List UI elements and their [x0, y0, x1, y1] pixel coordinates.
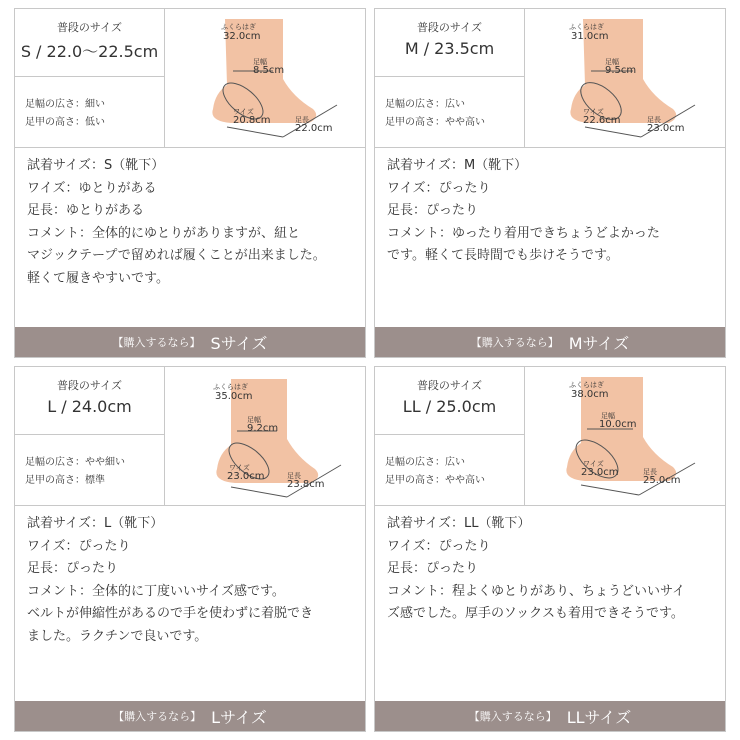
calf-value: 32.0cm [223, 31, 261, 42]
length-label: 足長 [287, 472, 301, 480]
length-line-bottom [581, 485, 639, 495]
comment-line: 足長：ぴったり [27, 561, 119, 576]
comment-line: 足長：ゆとりがある [27, 203, 145, 218]
usual-size-label: 普段のサイズ [416, 21, 483, 34]
comment-line: 試着サイズ：M（靴下） [387, 158, 528, 173]
size-card-m [374, 8, 726, 358]
calf-label: ふくらはぎ [221, 23, 256, 31]
usual-size-box [15, 9, 164, 77]
buy-size-label: Sサイズ [210, 333, 268, 353]
comment-line: ワイズ：ぴったり [387, 180, 491, 196]
usual-size-label: 普段のサイズ [56, 21, 123, 34]
comment-line: コメント：全体的に丁度いいサイズ感です。 [27, 583, 285, 599]
comment-line: コメント：程よくゆとりがあり、ちょうどいいサイ [387, 583, 686, 599]
wise-label: ワイズ [229, 464, 250, 472]
foot-width-attr: 足幅の広さ：細い [25, 99, 105, 110]
usual-size-value: M / 23.5cm [404, 39, 495, 58]
usual-size-value: S / 22.0〜22.5cm [20, 42, 159, 61]
buy-size-button[interactable] [15, 701, 365, 731]
comment-line: 試着サイズ：S（靴下） [27, 158, 165, 173]
calf-value: 38.0cm [571, 389, 609, 400]
instep-value: 8.5cm [253, 65, 285, 76]
size-info-panel [15, 9, 165, 148]
buy-size-label: Lサイズ [211, 707, 267, 727]
instep-height-attr: 足甲の高さ：やや高い [385, 475, 485, 486]
size-card-s [14, 8, 366, 358]
buy-prefix: 【購入するなら】 [470, 336, 559, 349]
size-info-panel [375, 9, 525, 148]
length-label: 足長 [647, 116, 661, 124]
length-value: 25.0cm [643, 475, 681, 486]
instep-value: 9.5cm [605, 65, 637, 76]
size-info-panel [15, 367, 165, 506]
usual-size-label: 普段のサイズ [416, 379, 483, 392]
wise-label: ワイズ [233, 108, 254, 116]
usual-size-label: 普段のサイズ [56, 379, 123, 392]
card-header [375, 9, 725, 148]
size-card-l [14, 366, 366, 732]
length-value: 22.0cm [295, 123, 333, 134]
instep-height-attr: 足甲の高さ：低い [25, 117, 105, 128]
comment-block [27, 513, 357, 648]
comment-line: 足長：ぴったり [387, 203, 479, 218]
instep-label: 足幅 [247, 416, 261, 424]
comment-block [27, 155, 357, 290]
foot-illustration [165, 367, 365, 506]
instep-height-attr: 足甲の高さ：やや高い [385, 117, 485, 128]
length-line-bottom [585, 127, 641, 137]
calf-value: 31.0cm [571, 31, 609, 42]
size-info-panel [375, 367, 525, 506]
calf-value: 35.0cm [215, 391, 253, 402]
buy-size-button[interactable] [375, 327, 725, 357]
comment-line: 足長：ぴったり [387, 561, 479, 576]
foot-illustration [525, 9, 725, 148]
calf-label: ふくらはぎ [213, 383, 248, 391]
calf-label: ふくらはぎ [569, 381, 604, 389]
card-header [375, 367, 725, 506]
foot-width-attr: 足幅の広さ：広い [385, 99, 465, 110]
length-label: 足長 [295, 116, 309, 124]
instep-label: 足幅 [605, 58, 619, 66]
foot-diagram [165, 9, 365, 148]
buy-size-button[interactable] [15, 327, 365, 357]
buy-prefix: 【購入するなら】 [112, 336, 201, 349]
comment-line: コメント：ゆったり着用できちょうどよかった [387, 225, 660, 241]
comment-line: 試着サイズ：LL（靴下） [387, 516, 531, 531]
instep-value: 10.0cm [599, 419, 637, 430]
buy-prefix: 【購入するなら】 [468, 710, 557, 723]
comment-line: ワイズ：ゆとりがある [27, 180, 157, 196]
usual-size-box [375, 9, 524, 77]
card-header [15, 367, 365, 506]
comment-line: ワイズ：ぴったり [27, 538, 131, 554]
buy-size-label: Mサイズ [568, 333, 630, 353]
foot-width-attr: 足幅の広さ：やや細い [25, 457, 125, 468]
size-card-ll [374, 366, 726, 732]
wise-label: ワイズ [583, 108, 604, 116]
foot-diagram [525, 9, 725, 148]
comment-line: です。軽くて長時間でも歩けそうです。 [387, 248, 619, 263]
buy-prefix: 【購入するなら】 [113, 710, 202, 723]
wise-value: 22.6cm [583, 115, 621, 126]
foot-diagram [165, 367, 365, 506]
comment-line: ズ感でした。厚手のソックスも着用できそうです。 [387, 606, 684, 621]
foot-width-attr: 足幅の広さ：広い [385, 457, 465, 468]
length-label: 足長 [643, 468, 657, 476]
length-value: 23.8cm [287, 479, 325, 490]
calf-label: ふくらはぎ [569, 23, 604, 31]
usual-size-box [375, 367, 524, 435]
instep-height-attr: 足甲の高さ：標準 [25, 475, 105, 486]
comment-line: 軽くて履きやすいです。 [27, 270, 169, 286]
wise-value: 23.0cm [581, 467, 619, 478]
comment-block [387, 513, 717, 626]
length-value: 23.0cm [647, 123, 685, 134]
usual-size-box [15, 367, 164, 435]
wise-label: ワイズ [583, 460, 604, 468]
comment-line: ワイズ：ぴったり [387, 538, 491, 554]
wise-value: 23.0cm [227, 471, 265, 482]
foot-illustration [165, 9, 365, 148]
buy-size-label: LLサイズ [566, 707, 632, 727]
instep-value: 9.2cm [247, 423, 279, 434]
foot-illustration [525, 367, 725, 506]
card-header [15, 9, 365, 148]
comment-line: コメント：全体的にゆとりがありますが、紐と [27, 225, 301, 241]
foot-diagram [525, 367, 725, 506]
instep-label: 足幅 [601, 412, 615, 420]
comment-line: マジックテープで留めれば履くことが出来ました。 [27, 248, 326, 263]
usual-size-value: L / 24.0cm [47, 397, 132, 416]
wise-value: 20.8cm [233, 115, 271, 126]
comment-block [387, 155, 717, 268]
comment-line: 試着サイズ：L（靴下） [27, 516, 164, 531]
usual-size-value: LL / 25.0cm [402, 397, 497, 416]
length-line-bottom [227, 127, 283, 137]
comment-line: ベルトが伸縮性があるので手を使わずに着脱でき [27, 606, 314, 621]
length-line-bottom [231, 487, 287, 497]
instep-label: 足幅 [253, 58, 267, 66]
comment-line: ました。ラクチンで良いです。 [27, 628, 208, 644]
buy-size-button[interactable] [375, 701, 725, 731]
